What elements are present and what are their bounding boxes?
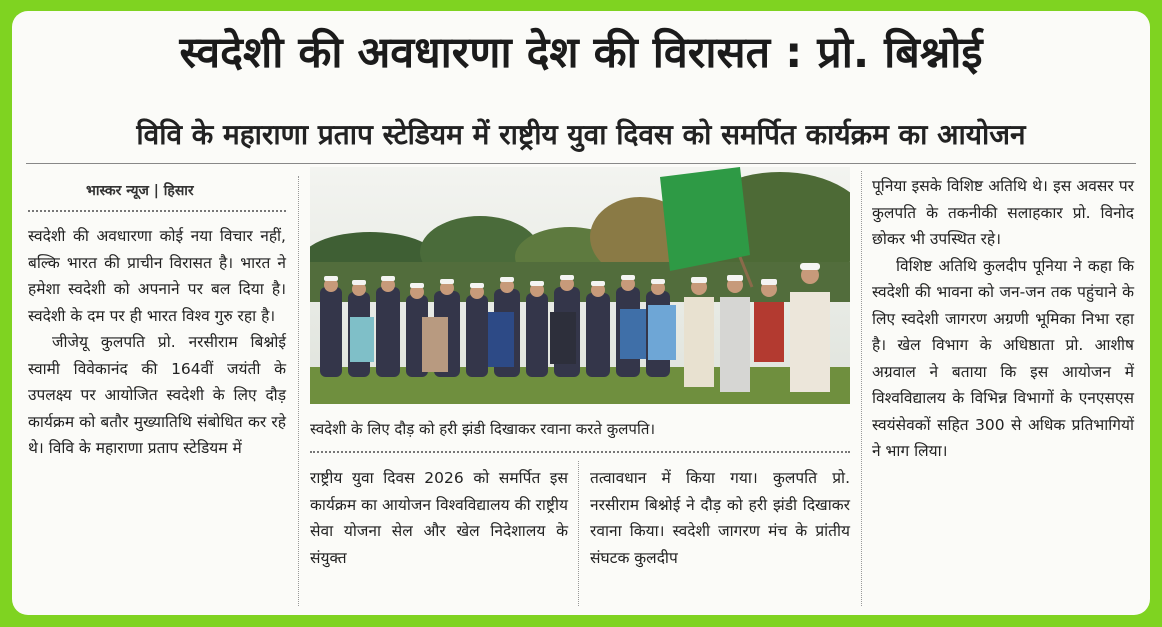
photo-illustration	[310, 167, 850, 404]
dateline: भास्कर न्यूज | हिसार	[86, 183, 194, 199]
article-column-2: राष्ट्रीय युवा दिवस 2026 को समर्पित इस कार्यक्रम का आयोजन विश्वविद्यालय की राष्ट्रीय सेवा योजना सेल और खेल निदेशालय के संयुक्त	[310, 469, 568, 567]
column-divider-2	[578, 461, 579, 606]
article-column-3: तत्वावधान में किया गया। कुलपति प्रो. नरसीराम बिश्नोई ने दौड़ को हरी झंडी दिखाकर रवाना किया। स्वदेशी जागरण मंच के प्रांतीय संघटक कुलदीप	[590, 469, 850, 567]
news-photo	[310, 167, 850, 404]
article-column-4	[872, 173, 1134, 465]
dateline-divider	[28, 210, 286, 212]
headline: स्वदेशी की अवधारणा देश की विरासत : प्रो. बिश्नोई	[179, 28, 983, 78]
article-column-1	[28, 223, 286, 462]
column1-paragraph-2: जीजेयू कुलपति प्रो. नरसीराम बिश्नोई स्वामी विवेकानंद की 164वीं जयंती के उपलक्ष्य पर आयोजित स्वदेशी के लिए दौड़ कार्यक्रम को बतौर मुख्यातिथि संबोधित कर रहे थे। विवि के महाराणा प्रताप स्टेडियम में	[28, 333, 286, 457]
column1-paragraph-1: स्वदेशी की अवधारणा कोई नया विचार नहीं, बल्कि भारत की प्राचीन विरासत है। भारत ने हमेशा स्वदेशी को अपनाने पर बल दिया है। स्वदेशी के दम पर ही भारत विश्व गुरु रहा है।	[28, 227, 286, 325]
top-rule	[26, 163, 1136, 164]
photo-caption: स्वदेशी के लिए दौड़ को हरी झंडी दिखाकर रवाना करते कुलपति।	[310, 420, 656, 438]
column-divider-1	[298, 176, 299, 606]
column4-paragraph-2: विशिष्ट अतिथि कुलदीप पूनिया ने कहा कि स्वदेशी की भावना को जन-जन तक पहुंचाने के लिए स्वदेशी जागरण अग्रणी भूमिका निभा रहा है। खेल विभाग के अधिष्ठाता प्रो. आशीष अग्रवाल ने बताया कि इस आयोजन में विश्वविद्यालय के विभिन्न विभागों के एनएसएस स्वयंसेवकों सहित 300 से अधिक प्रतिभागियों ने भाग लिया।	[872, 256, 1134, 460]
caption-divider	[310, 451, 850, 453]
subheadline: विवि के महाराणा प्रताप स्टेडियम में राष्ट्रीय युवा दिवस को समर्पित कार्यक्रम का आयोजन	[136, 118, 1026, 151]
green-flag-icon	[660, 167, 750, 271]
newspaper-clipping	[12, 11, 1150, 615]
column-divider-3	[861, 171, 862, 606]
column4-paragraph-1: पूनिया इसके विशिष्ट अतिथि थे। इस अवसर पर कुलपति के तकनीकी सलाहकार प्रो. विनोद छोकर भी उपस्थित रहे।	[872, 177, 1134, 248]
